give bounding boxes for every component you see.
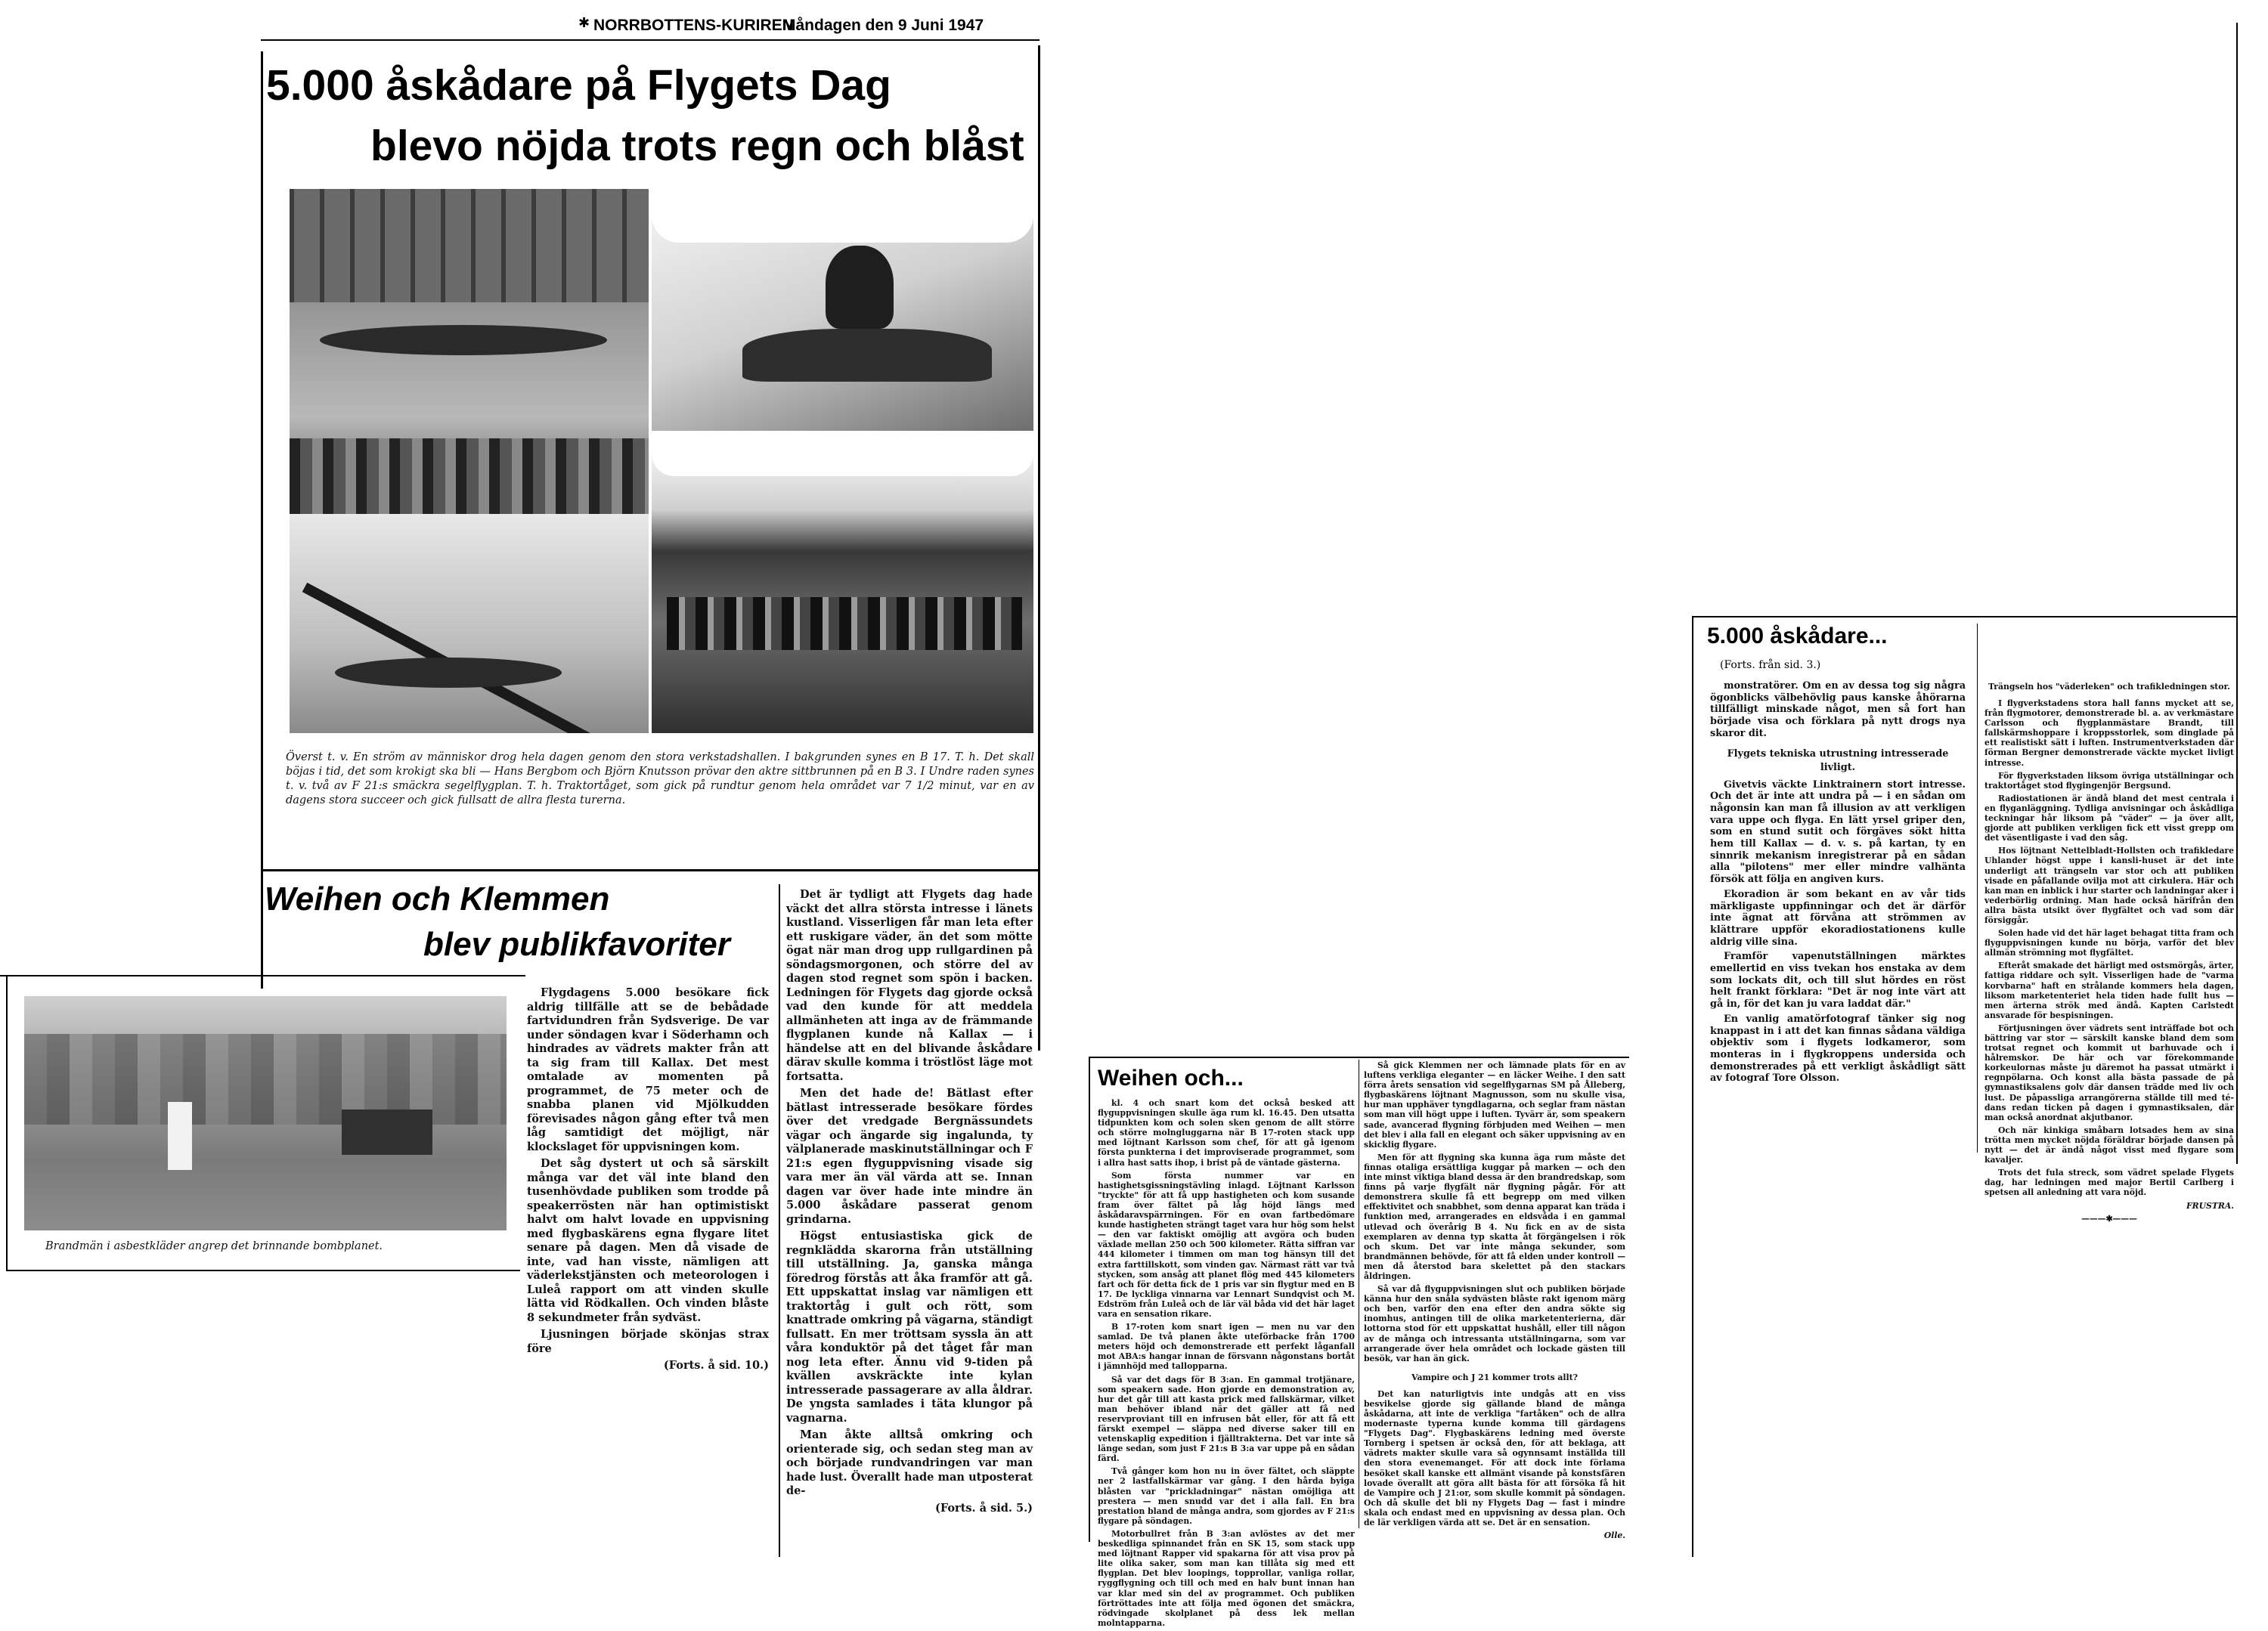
masthead-star-icon: ✱ (578, 15, 590, 31)
cont-weihen-col1-p4: Så var det dags för B 3:an. En gammal trotjänare, som speakern sade. Hon gjorde en demonstration av, hur det går till att kasta prick med fallskärmar, vilket man behöver ibland när det gäller att få ned reservproviant till en infrusen båt eller, för att få ett färskt exempel — släppa ned diverse saker till en vetenskaplig expedition i fjälltrakterna. Det var inte så länge sedan, som just F 21:s B 3:a var uppe på en sådan färd. (1098, 1374, 1355, 1464)
cont-5000-border-right (2236, 23, 2238, 1164)
weihen-col-divider (779, 884, 780, 1557)
masthead-paper: NORRBOTTENS-KURIREN (593, 17, 794, 34)
left-photo-box-bottom (6, 1270, 520, 1271)
cont-weihen-col2-p1: Så gick Klemmen ner och lämnade plats för en av luftens verkliga eleganter — en läcker Weihe. I den satt förra årets sensation vid segelflygarnas SM på Ålleberg, flygbaskärens löjtnant Magnusson, som nu skulle visa, hur man upphäver tyngdlagarna, och seglar fram nästan som man vill högt uppe i luften. Tyvärr är, som speakern sade, avancerad flygning förbjuden med Weihen — men det blev i alla fall en elegant och säker uppvisning av en skicklig flygare. (1364, 1060, 1625, 1150)
weihen-col2-p1: Det är tydligt att Flygets dag hade väckt det allra största intresse i länets kustland. Visserligen får man leta efter ett ruskigare väder, än det som mötte ögat när man drog upp rullgardinen på söndagsmorgonen, och större del av dagen stod regnet som spön i backen. Ledningen för Flygets dag gjorde också vad den kunde för att meddela allmänheten att inga av de främmande flygplanen kunde nå Kallax — i händelse att en del blivande åskådare därav skulle komma i tröstlöst läge mot fortsatta. (786, 888, 1033, 1083)
cont-5000-subhead2: Trängseln hos "väderleken" och trafikledningen stor. (1988, 682, 2230, 692)
cont-weihen-col1-p5: Två gånger kom hon nu in över fältet, och släppte ner 2 lastfallskärmar var gång. I den hårda byiga blåsten var "prickladningar" nästan omöjliga att prestera — men snudd var det i alla fall. En bra prestation bland de många andra, som gjordes av F 21:s flygare på söndagen. (1098, 1466, 1355, 1526)
firemen-photo-caption: Brandmän i asbestkläder angrep det brinnande bombplanet. (45, 1240, 383, 1252)
cont-weihen-col2-p2: Men för att flygning ska kunna äga rum måste det finnas otaliga ersättliga kuggar på marken — och den inte minst viktiga bland dessa är den brandredskap, som finns på varje flygfält när flygning pågår. För att demonstrera skulle få ett begrepp om med vilken effektivitet och snabbhet, som denna apparat kan träda i funktion med, arrangerades en eldsvåda i en gammal utlevad och överårig B 4. Nu fick en av de sista exemplaren av denna typ skatta åt förgängelsen i rök och skum. Det var inte många sekunder, som brandmännen behövde, för att få elden under kontroll — men då återstod bara skelettet på den stackars åldringen. (1364, 1152, 1625, 1281)
main-article-border-right (1038, 45, 1040, 1051)
cont-5000-subhead1: Flygets tekniska utrustning intresserade livligt. (1727, 747, 1949, 773)
cont-weihen-col1-p2: Som första nummer var en hastighetsgissningstävling inlagd. Löjtnant Karlsson "tryckte" för att få upp hastigheten och kom susande fram över fältet på låg höjd längs med åskådaravspärrningen. För en ovan fartbedömare kunde hastigheten strängt taget vara hur hög som helst — den var faktiskt omöjlig att avgöra och buden växlade mellan 250 och 500 kilometer. Rätta siffran var 444 kilometer i timmen om man tog hänsyn till det extra farttillskott, som vinden gav. Närmast rätt var två stycken, som ansåg att planet flög med 445 kilometers fart och för detta fick de 1 pris var sin flygtur med en B 17. De lyckliga vinnarna var Lennart Sundqvist och M. Edström från Luleå och de lär väl båda vid det här laget vara en sensation rikare. (1098, 1170, 1355, 1319)
weihen-col2-p3: Högst entusiastiska gick de regnklädda skarorna från utställning till utställning. Ja, ganska många föredrog förstås att åka framför att gå. Ett uppskattat inslag var nämligen ett traktortåg i gult och rött, som knattrade omkring på vägarna, ständigt fullsatt. En mer tröttsam syssla än att våra konduktör på det tåget får man nog leta efter. Ännu vid 9-tiden på kvällen avskräckte inte kylan intresserade passagerare av alla åldrar. De yngsta samlades i täta klungor på vagnarna. (786, 1230, 1033, 1425)
cont-weihen-col1 (1098, 1060, 1355, 1631)
cont-5000-col1b-p4: En vanlig amatörfotograf tänker sig nog knappast in i att det kan finnas sådana väldiga objektiv som i flygets lodkameror, som monteras in i flygkroppens undersida och demonstrerades på ett verkligt åskådligt sätt av fotograf Tore Olsson. (1710, 1013, 1966, 1085)
photo-tractor-train (652, 453, 1033, 733)
cont-5000-col2-p9: Trots det fula streck, som vädret spelade Flygets dag, har ledningen med major Bertil Carlberg i spetsen all anledning att vara nöjd. (1984, 1168, 2234, 1198)
cont-5000-col2-p6: Efteråt smakade det härligt med ostsmörgås, ärter, fattiga riddare och sylt. Visserligen hade de "varma korvbarna" haft en strålande kommers hela dagen, liksom marketenteriet hela tiden hade fullt hus — men ärterna strök med ändå. Kapten Carlstedt ansvarade för bespisningen. (1984, 961, 2234, 1020)
weihen-top-rule (261, 869, 1040, 871)
cont-5000-col2-p5: Solen hade vid det här laget behagat titta fram och flyguppvisningen kunde nu börja, varför det blev allmän strömning mot flygfältet. (1984, 928, 2234, 958)
weihen-headline-line2: blev publikfavoriter (423, 926, 730, 963)
weihen-col2-p4: Man åkte alltså omkring och orienterade sig, och sedan steg man av och började rundvandringen var man hade lust. Överallt hade man utposterat de- (786, 1428, 1033, 1497)
weihen-headline-line1: Weihen och Klemmen (265, 880, 610, 918)
photo-glider (290, 514, 649, 733)
main-article-border-left (261, 51, 263, 989)
cont-5000-end-mark: ———✱——— (2081, 1213, 2137, 1224)
cont-5000-col-divider (1977, 624, 1978, 1153)
cont-5000-col2-p8: Och när kinkiga småbarn lotsades hem av sina trötta men mycket nöjda föräldrar började dansen på nytt — det är ändå något visst med flygare som kavaljer. (1984, 1125, 2234, 1165)
cont-weihen-col2 (1364, 1060, 1625, 1543)
cont-5000-col2-p4: Hos löjtnant Nettelbladt-Hollsten och trafikledare Uhlander högst uppe i kansli-huset är det inte underligt att trängseln var stor och att publiken visade en påfallande ovilja mot att cirkulera. Här och kan man en inblick i hur starter och landningar aker i vederbörlig ordning. Man hade också härifrån den allra bästa utsikt över flygfältet och vad som där försiggår. (1984, 846, 2234, 925)
cont-weihen-subhead: Vampire och J 21 kommer trots allt? (1411, 1372, 1578, 1382)
weihen-col1 (527, 986, 769, 1376)
left-photo-box-top (0, 975, 525, 976)
main-headline-line1: 5.000 åskådare på Flygets Dag (266, 61, 891, 110)
weihen-col2 (786, 888, 1033, 1518)
cont-5000-forts: (Forts. från sid. 3.) (1720, 659, 1821, 671)
weihen-col1-p1: Flygdagens 5.000 besökare fick aldrig tillfälle att se de bebådade fartvidundren från Sydsverige. De var under söndagen kvar i Söderhamn och hindrades av vädrets makter från att ta sig fram till Kallax. Det mest omtalade av momenten på programmet, de 75 meter och de snabba planen vid Mjölkudden förevisades någon gång efter två men låg samtidigt det möjligt, när klockslaget för uppvisningen kom. (527, 986, 769, 1153)
cont-5000-col2-p3: Radiostationen är ändå bland det mest centrala i en flyganläggning. Tydliga anvisningar och åskådliga teckningar hår liksom på "väder" — ja över allt, gjorde att publiken verkligen fick ett visst grepp om det väsentligaste i vad den såg. (1984, 793, 2234, 843)
cont-weihen-col2b-p1: Det kan naturligtvis inte undgås att en viss besvikelse gjorde sig gällande bland de många åskådarna, att inte de verkliga "fartåken" och de allra modernaste typerna kunde komma till gärdagens "Flygets Dag". Flygbaskärens ledning med överste Tornberg i spetsen är också den, för att beklaga, att vädrets makter skulle vara så ogynnsamt inställda till den stora evenemanget. För att dock inte förlama besöket skall kanske ett allmänt visande på konstsfären lovade överallt att göra allt bästa för att försöka få hit de Vampire och J 21:or, som skulle kommit på söndagen. Och då skulle det bli ny Flygets Dag — fast i mindre skala och endast med en uppvisning av dessa plan. Och de lär verkligen värda att se. Det är en sensation. (1364, 1388, 1625, 1528)
weihen-col1-p3: Ljusningen började skönjas strax före (527, 1328, 769, 1355)
cont-5000-border-left (1692, 616, 1693, 1557)
left-photo-box-left (6, 975, 8, 1270)
cont-5000-signature: FRUSTRA. (2186, 1200, 2234, 1211)
weihen-col1-continued: (Forts. å sid. 10.) (663, 1359, 769, 1372)
photo-firemen (24, 996, 507, 1230)
cont-5000-header: 5.000 åskådare... (1707, 624, 1888, 648)
cont-5000-col2-p7: Förtjusningen över vädrets sent inträffade bot och bättring var stor — särskilt kanske bland dem som trotsat regnet och kommit ut barhuvade och i hålremskor. De här och var förekommande korkeulornas måste ju däremot ha passat utmärkt i regnpölarna. Och konst alla bästa passade de på gymnastiksalens golv där dansen trädde med liv och lust. De påpassliga arrangörerna ställde till med té-dans redan ticken på dagen i gymnastiksalen, där man också anordnat akjutbanor. (1984, 1023, 2234, 1122)
cont-5000-col1b-p1: Givetvis väckte Linktrainern stort intresse. Och det är inte att undra på — i en sådan om någonsin kan man få illusion av att verkligen vara uppe och flyga. En lätt yrsel griper den, som en stund sutit och förgäves sökt hitta hem till Kallax — d. v. s. på kartan, ty en sinnrik mekanism inregistrerar på en sådan alla "pilotens" mer eller mindre valhänta försök att följa en angiven kurs. (1710, 778, 1966, 886)
masthead-date: Måndagen den 9 Juni 1947 (782, 17, 984, 34)
cont-5000-col2-p2: För flygverkstaden liksom övriga utställningar och traktortåget stod flygingenjör Bergsund. (1984, 770, 2234, 791)
main-photo-caption: Överst t. v. En ström av människor drog hela dagen genom den stora verkstadshallen. I bakgrunden synes en B 17. T. h. Det skall böjas i tid, det som krokigt ska bli — Hans Bergbom och Björn Knutsson prövar den aktre sittbrunnen på en B 3. I Undre raden synes t. v. två av F 21:s smäckra segelflygplan. T. h. Traktortåget, som gick på rundtur genom hela området var 7 1/2 minut, var en av dagens stora succeer och gick fullsatt de allra flesta turerna. (286, 751, 1034, 806)
cont-weihen-signature: Olle. (1603, 1530, 1625, 1541)
cont-weihen-header-rule (1089, 1057, 1629, 1058)
cont-weihen-col1-p1: kl. 4 och snart kom det också besked att flyguppvisningen skulle äga rum kl. 16.45. Den utsatta tidpunkten kom och solen sken genom de allt större och större molngluggarna när B 17-roten stack upp med löjtnant Karlsson som chef, för att gå igenom första punkterna i det improviserade programmet, som i allra hast satts ihop, i brist på de väntade gästerna. (1098, 1098, 1355, 1168)
cont-5000-col2 (1984, 680, 2234, 1227)
photo-cockpit-boys (652, 215, 1033, 431)
weihen-col1-p2: Det såg dystert ut och så särskilt många var det väl inte bland den tusenhövdade publiken som trodde på speakerrösten när han optimistiskt halvt om halvt lovade en uppvisning med flygbaskärens egna flygare litet senare på dagen. Men då visade de inte, vad han visste, nämligen att väderlekstjänsten och meteorologen i Luleå rapport om att vinden skulle lätta vid Rödkallen. Och vinden blåste 8 sekundmeter från sydväst. (527, 1157, 769, 1324)
cont-weihen-col1-p3: B 17-roten kom snart igen — men nu var den samlad. De två planen åkte uteförbacke från 1700 meters höjd och demonstrerade ett perfekt låganfall mot ABA:s hangar innan de försvann någonstans bortåt i jämnhöjd med tallopparna. (1098, 1322, 1355, 1372)
cont-5000-header-rule (1692, 616, 2238, 617)
weihen-col2-continued: (Forts. å sid. 5.) (935, 1501, 1033, 1515)
cont-5000-col1b-p2: Ekoradion är som bekant en av vår tids märkligaste uppfinningar och det är därför inte ägnat att förvåna att strömmen av klättrare uppför ekoradiostationens kulle aldrig ville sina. (1710, 888, 1966, 948)
weihen-col2-p2: Men det hade de! Bätlast efter bätlast intresserade besökare fördes över det vredgade Bergnässundets vägar och ängarde sig ingalunda, ty välplanerade maskinutställningar och F 21:s egen flyguppvisning visade sig vara mer än väl värda att se. Innan dagen var över hade inte mindre än 5.000 åskådare passerat genom grindarna. (786, 1087, 1033, 1226)
masthead (261, 11, 1040, 44)
photo-hangar-crowd (290, 189, 649, 514)
cont-weihen-header: Weihen och... (1098, 1066, 1244, 1091)
masthead-rule (261, 39, 1040, 41)
cont-5000-col1 (1710, 680, 1966, 1088)
cont-5000-col1-p1: monstratörer. Om en av dessa tog sig några ögonblicks välbehövlig paus kanske åhörarna tillfälligt minskade något, men så fort han började visa och förklara på nytt drogs nya skaror dit. (1710, 680, 1966, 739)
cont-weihen-col1-p6: Motorbullret från B 3:an avlöstes av det mer beskedliga spinnandet från en SK 15, som stack upp med löjtnant Rapper vid spakarna för att visa prov på lite olika saker, som man kan tillåta sig med ett flygplan. Det blev loopings, topprollar, vanliga rollar, ryggflygning och till och med en halv bunt innan han var klar med sin del av programmet. Och publiken förtröttades inte att följa med ögonen det smäckra, rödvingade skolplanet på dess lek mellan molntapparna. (1098, 1528, 1355, 1628)
main-headline-line2: blevo nöjda trots regn och blåst (370, 122, 1024, 170)
cont-5000-col2-p1: I flygverkstadens stora hall fanns mycket att se, från flygmotorer, demonstrerade bl. a. av verkmästare Carlsson och flygplanmästare Brandt, till fallskärmshoppare i kroppsstorlek, som dinglade på ett realistiskt sätt i luften. Instrumentverkstaden där förman Bergner demonstrerade väckte mycket livligt intresse. (1984, 698, 2234, 768)
cont-5000-col1b-p3: Framför vapenutställningen märktes emellertid en viss tvekan hos enstaka av dem som lockats dit, och till slut hördes en röst helt frankt förklara: "Det är nog inte värt att gå in, för det kan ju vara laddat där." (1710, 951, 1966, 1010)
cont-weihen-border-left (1089, 1058, 1090, 1542)
cont-weihen-col2-p3: Så var då flyguppvisningen slut och publiken började känna hur den snåla sydvästen blåste rakt igenom märg och ben, varför den ena efter den andra sökte sig inomhus, antingen till de olika marketenterierna, där lottorna stod för ett uppskattat hushåll, eller till någon av de många och intressanta utställningarna, som var arrangerade över hela området och lockade gästen till besök, var han än gick. (1364, 1284, 1625, 1363)
